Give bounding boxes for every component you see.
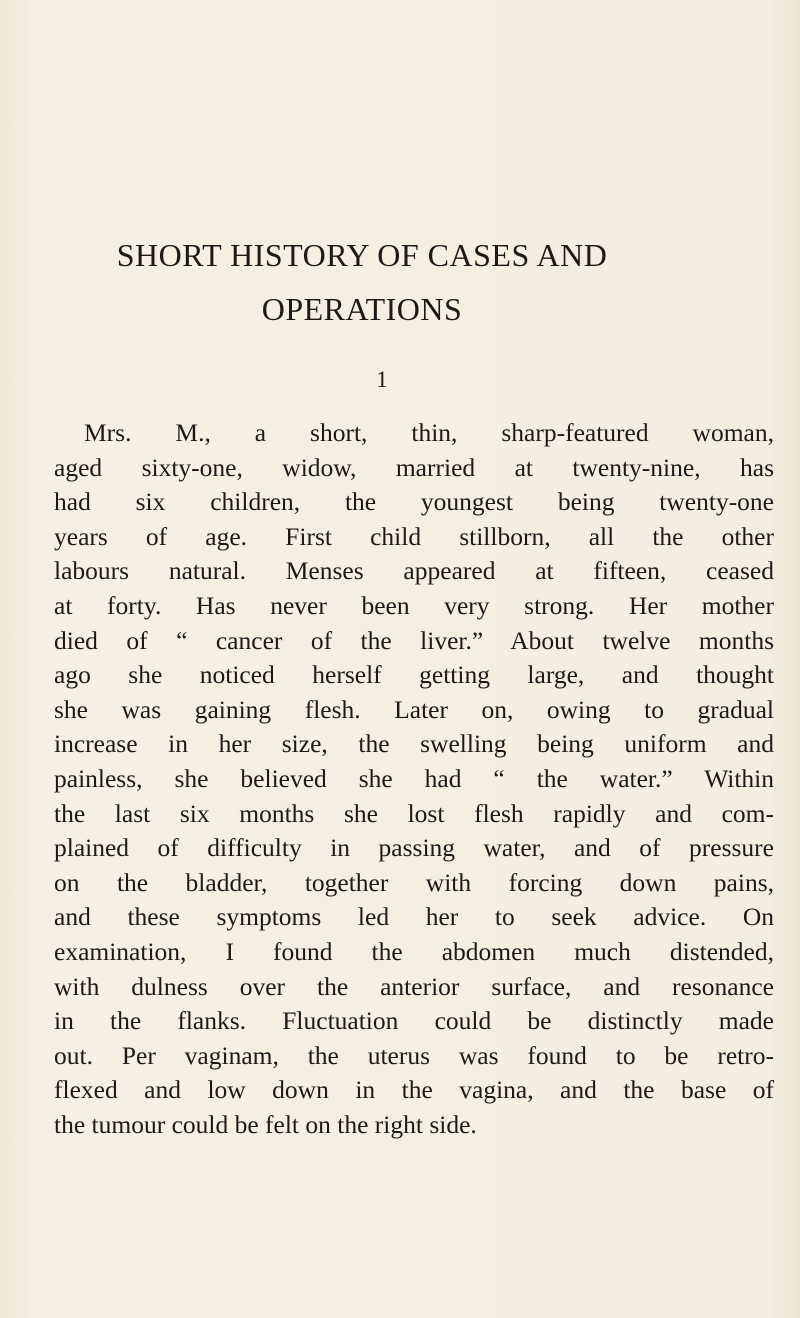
case-number: 1 [376,367,388,392]
paragraph-line: had six children, the youngest being twenty-one [54,487,774,517]
paragraph-line: flexed and low down in the vagina, and the base of [54,1075,774,1105]
paragraph-line: aged sixty-one, widow, married at twenty-nine, has [54,452,774,482]
paragraph-line: the last six months she lost flesh rapidly and com- [54,798,774,828]
paragraph-line: ago she noticed herself getting large, and thought [54,660,774,690]
paragraph-line: died of “ cancer of the liver.” About twelve months [54,625,774,655]
paragraph-line: she was gaining flesh. Later on, owing to gradual [54,694,774,724]
paragraph-line: out. Per vaginam, the uterus was found to be retro- [54,1040,774,1070]
paragraph-line: Mrs. M., a short, thin, sharp-featured woman, [84,418,774,447]
paragraph-line: plained of difficulty in passing water, and of pressure [54,833,774,863]
paragraph-line: on the bladder, together with forcing down pains, [54,867,774,897]
paragraph-line: in the flanks. Fluctuation could be distinctly made [54,1006,774,1036]
paragraph-line: the tumour could be felt on the right side. [54,1109,477,1139]
paragraph-line: increase in her size, the swelling being uniform and [54,729,774,759]
paragraph-line: labours natural. Menses appeared at fifteen, ceased [54,556,774,586]
paragraph-line: painless, she believed she had “ the water.” Within [54,763,774,793]
page-title [82,228,642,336]
title-line-1: SHORT HISTORY OF CASES AND [116,237,608,273]
case-history-paragraph [54,416,774,1142]
title-line-2: OPERATIONS [261,291,463,327]
paragraph-line: at forty. Has never been very strong. Her mother [54,590,774,620]
paragraph-line: examination, I found the abdomen much distended, [54,936,774,966]
paragraph-line: with dulness over the anterior surface, and resonance [54,971,774,1001]
paragraph-line: and these symptoms led her to seek advice. On [54,902,774,932]
paragraph-line: years of age. First child stillborn, all the other [54,521,774,551]
